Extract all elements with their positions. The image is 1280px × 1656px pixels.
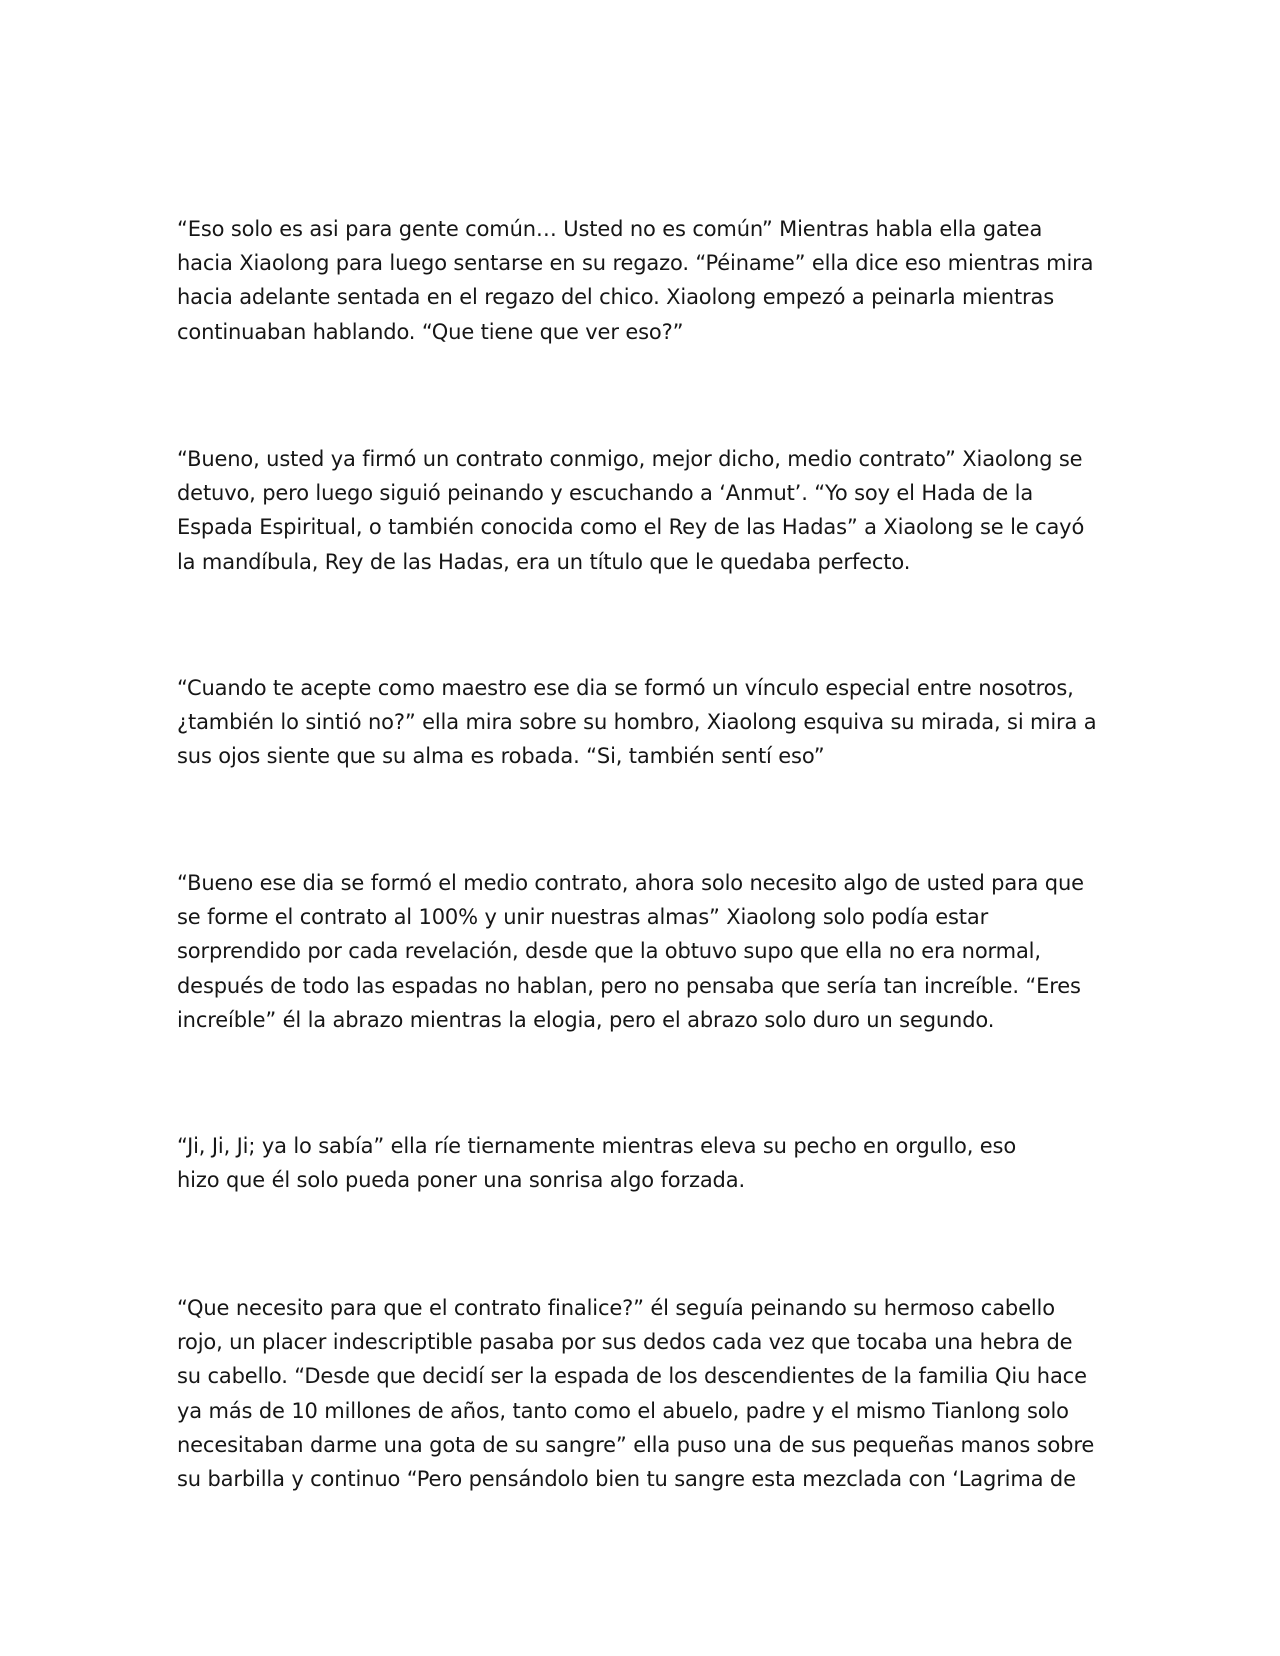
paragraph: “Bueno, usted ya firmó un contrato conmigo, mejor dicho, medio contrato” Xiaolong se detuvo, pero luego siguió peinando y escuchando a ‘Anmut’. “Yo soy el Hada de la Espada Espiritual, o también conocida como el Rey de las Hadas” a Xiaolong se le cayó la mandíbula, Rey de las Hadas, era un título que le quedaba perfecto. xyxy=(177,447,1085,574)
paragraph: “Cuando te acepte como maestro ese dia se formó un vínculo especial entre nosotros, ¿también lo sintió no?” ella mira sobre su hombro, Xiaolong esquiva su mirada, si mira a sus ojos siente que su alma es robada. “Si, también sentí eso” xyxy=(177,676,1097,769)
paragraph: “Que necesito para que el contrato finalice?” él seguía peinando su hermoso cabello rojo, un placer indescriptible pasaba por sus dedos cada vez que tocaba una hebra de su cabello. “Desde que decidí ser la espada de los descendientes de la familia Qiu hace ya más de 10 millones de años, tanto como el abuelo, padre y el mismo Tianlong solo necesitaban darme una gota de su sangre” ella puso una de sus pequeñas manos sobre su barbilla y continuo “Pero pensándolo bien tu sangre esta mezclada con ‘Lagrima de xyxy=(177,1296,1095,1492)
paragraph: “Bueno ese dia se formó el medio contrato, ahora solo necesito algo de usted para que se forme el contrato al 100% y unir nuestras almas” Xiaolong solo podía estar sorprendido por cada revelación, desde que la obtuvo supo que ella no era normal, después de todo las espadas no hablan, pero no pensaba que sería tan increíble. “Eres increíble” él la abrazo mientras la elogia, pero el abrazo solo duro un segundo. xyxy=(177,871,1084,1032)
paragraph: “Ji, Ji, Ji; ya lo sabía” ella ríe tiernamente mientras eleva su pecho en orgullo, eso hizo que él solo pueda poner una sonrisa algo forzada. xyxy=(177,1134,1017,1193)
paragraph: “Eso solo es asi para gente común… Usted no es común” Mientras habla ella gatea hacia Xiaolong para luego sentarse en su regazo. “Péiname” ella dice eso mientras mira hacia adelante sentada en el regazo del chico. Xiaolong empezó a peinarla mientras continuaban hablando. “Que tiene que ver eso?” xyxy=(177,217,1094,344)
